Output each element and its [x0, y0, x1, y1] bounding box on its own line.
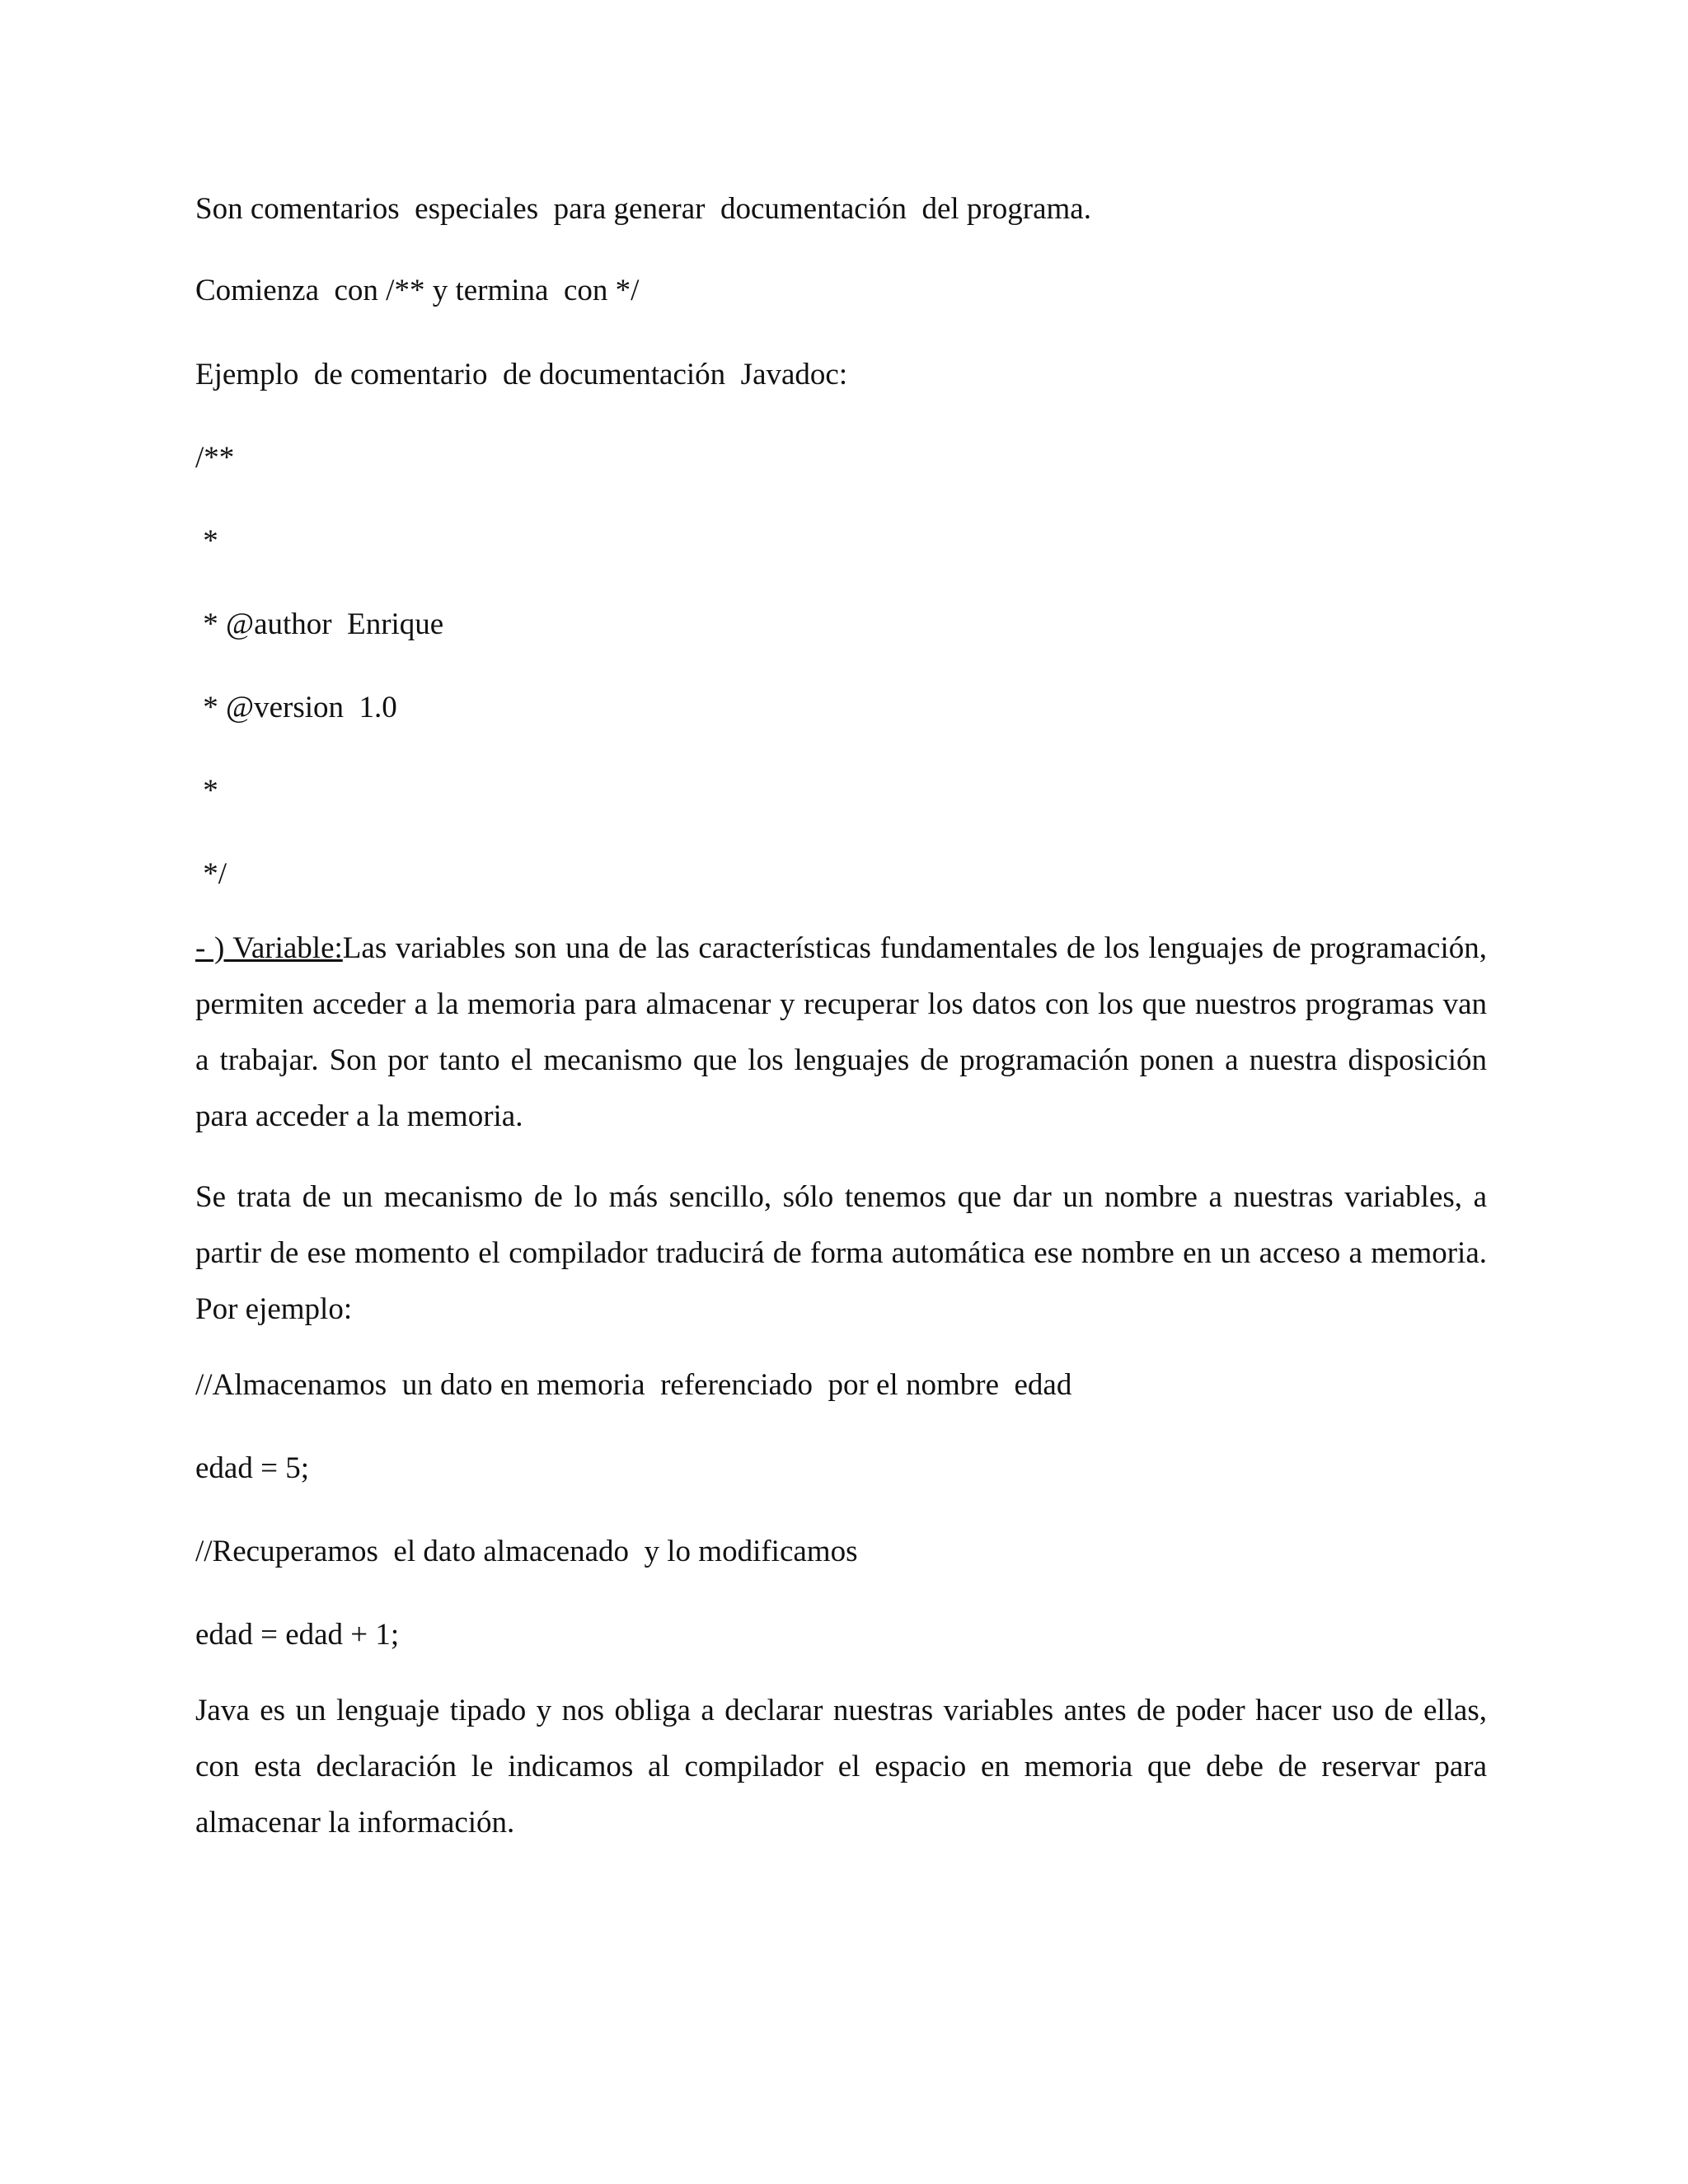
- code-comment-store: //Almacenamos un dato en memoria referenciado por el nombre edad: [195, 1368, 1072, 1402]
- code-assign-edad: edad = 5;: [195, 1451, 309, 1485]
- javadoc-code-star-2: *: [195, 774, 218, 808]
- variable-paragraph-text: Las variables son una de las características fundamentales de los lenguajes de programación, permiten acceder a la memoria para almacenar y recuperar los datos con los que nuestros programas van a trabajar. Son por tanto el mecanismo que los lenguajes de programación ponen a nuestra disposición para acceder a la memoria.: [195, 931, 1487, 1133]
- java-typed-paragraph: Java es un lenguaje tipado y nos obliga a declarar nuestras variables antes de poder hacer uso de ellas, con esta declaración le indicamos al compilador el espacio en memoria que debe de reservar para almacenar la información.: [195, 1694, 1487, 1840]
- javadoc-intro-line: Son comentarios especiales para generar documentación del programa.: [195, 192, 1091, 226]
- variable-heading: - ) Variable:: [195, 931, 343, 965]
- document-body: [195, 191, 1487, 1851]
- javadoc-code-version: * @version 1.0: [195, 691, 397, 724]
- javadoc-code-star: *: [195, 524, 218, 558]
- code-comment-retrieve: //Recuperamos el dato almacenado y lo modificamos: [195, 1535, 858, 1568]
- javadoc-syntax-line: Comienza con /** y termina con */: [195, 274, 640, 307]
- code-increment-edad: edad = edad + 1;: [195, 1618, 400, 1652]
- variable-paragraph: [195, 921, 1487, 1145]
- javadoc-code-author: * @author Enrique: [195, 607, 444, 641]
- mechanism-paragraph: Se trata de un mecanismo de lo más sencillo, sólo tenemos que dar un nombre a nuestras variables, a partir de ese momento el compilador traducirá de forma automática ese nombre en un acceso a memoria. Por ejemplo:: [195, 1180, 1487, 1326]
- javadoc-code-open: /**: [195, 441, 235, 475]
- javadoc-example-heading: Ejemplo de comentario de documentación Javadoc:: [195, 358, 848, 391]
- javadoc-code-close: */: [195, 857, 227, 891]
